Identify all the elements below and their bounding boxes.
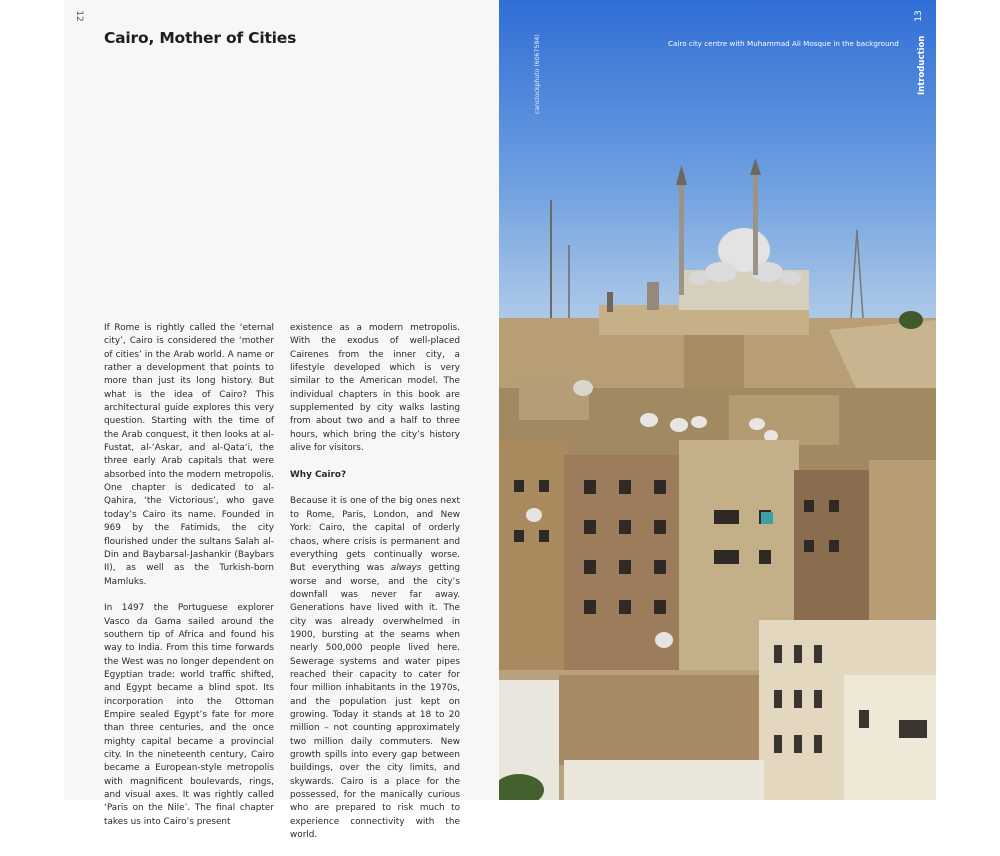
mosque-dome xyxy=(781,271,801,285)
small-tower xyxy=(607,292,613,312)
section-label: Introduction xyxy=(917,35,927,95)
wall xyxy=(559,675,759,765)
paragraph-text: Because it is one of the big ones next to Rome, Paris, London, and New York: Cairo, the capital of orderly chaos, where crisis is permanent and everything gets continually worse. But everything was xyxy=(290,496,460,574)
satellite-dish xyxy=(691,416,707,428)
photo-credit-text: canstockphoto (6067594) xyxy=(534,34,541,114)
mosque-dome xyxy=(705,262,737,282)
satellite-dish xyxy=(526,508,542,522)
satellite-dish xyxy=(749,418,765,430)
building xyxy=(729,395,839,445)
cairo-photo xyxy=(499,0,936,800)
teal-window xyxy=(761,512,773,524)
paragraph-text: getting worse and worse, and the city’s downfall was never far away. Generations have lived with it. The city was already overwhelmed in 1900, bursting at the seams when nearly 500,000 people lived here. Sewerage systems and water pipes reached their capacity to cater for four million inhabitants in the 1970s, and the population just kept on growing. Today it stands at 18 to 20 million – not counting approximately two million daily commuters. New growth spills into every gap between buildings, over the city limits, and skywards. Cairo is a place for the possessed, for the manically curious who are prepared to risk much to experience connectivity with the world. xyxy=(290,563,460,841)
satellite-dish xyxy=(640,413,658,427)
satellite-dish xyxy=(670,418,688,432)
mosque-dome xyxy=(689,271,709,285)
right-page-number: 13 xyxy=(914,10,924,22)
text-column-2 xyxy=(290,322,460,856)
satellite-dish xyxy=(655,632,673,648)
left-page-number: 12 xyxy=(74,10,84,22)
tree xyxy=(899,311,923,329)
section-heading: Why Cairo? xyxy=(290,469,347,480)
chapter-title: Cairo, Mother of Cities xyxy=(104,29,297,47)
citadel-tower xyxy=(684,335,744,390)
text-column-1 xyxy=(104,322,274,842)
paragraph xyxy=(290,495,460,842)
minaret xyxy=(753,175,758,275)
apartment-block xyxy=(869,460,936,630)
minaret xyxy=(679,185,684,295)
paragraph: existence as a modern metropolis. With the exodus of well-placed Cairenes from the inner city, a lifestyle developed which is very similar to the American model. The individual chapters in this book are supplemented by city walks lasting from about two and a half to three hours, which bring the city’s history alive for visitors. xyxy=(290,323,460,454)
emphasis-text: always xyxy=(390,563,422,574)
paragraph: In 1497 the Portuguese explorer Vasco da Gama sailed around the southern tip of Africa and found his way to India. From this time forwards the West was no longer dependent on Egyptian trade: world traffic shifted, and Egypt became a blind spot. Its incorporation into the Ottoman Empire sealed Egypt’s fate for more than three centuries, and the once mighty capital became a provincial city. In the nineteenth century, Cairo became a European-style metropolis with magnificent boulevards, rings, and visual axes. It was rightly called ‘Paris on the Nile’. The final chapter takes us into Cairo’s present xyxy=(104,603,274,827)
apartment-block xyxy=(499,440,569,670)
photo-caption: Cairo city centre with Muhammad Ali Mosque in the background xyxy=(668,39,899,48)
dome xyxy=(573,380,593,396)
paragraph: If Rome is rightly called the ‘eternal city’, Cairo is considered the ‘mother of cities’ in the Arab world. A name or rather a development that points to more than just its long history. But what is the idea of Cairo? This architectural guide explores this very question. Starting with the time of the Arab conquest, it then looks at al-Fustat, al-‘Askar, and al-Qata‘i, the three early Arab capitals that were absorbed into the modern metropolis. One chapter is dedicated to al-Qahira, ‘the Victorious’, who gave today’s Cairo its name. Founded in 969 by the Fatimids, the city flourished under the sultans Salah al-Din and Baybarsal-Jashankir (Baybars II), as well as the Turkish-born Mamluks. xyxy=(104,323,274,587)
rooftop-terrace xyxy=(564,760,764,800)
clock-tower xyxy=(647,282,659,310)
